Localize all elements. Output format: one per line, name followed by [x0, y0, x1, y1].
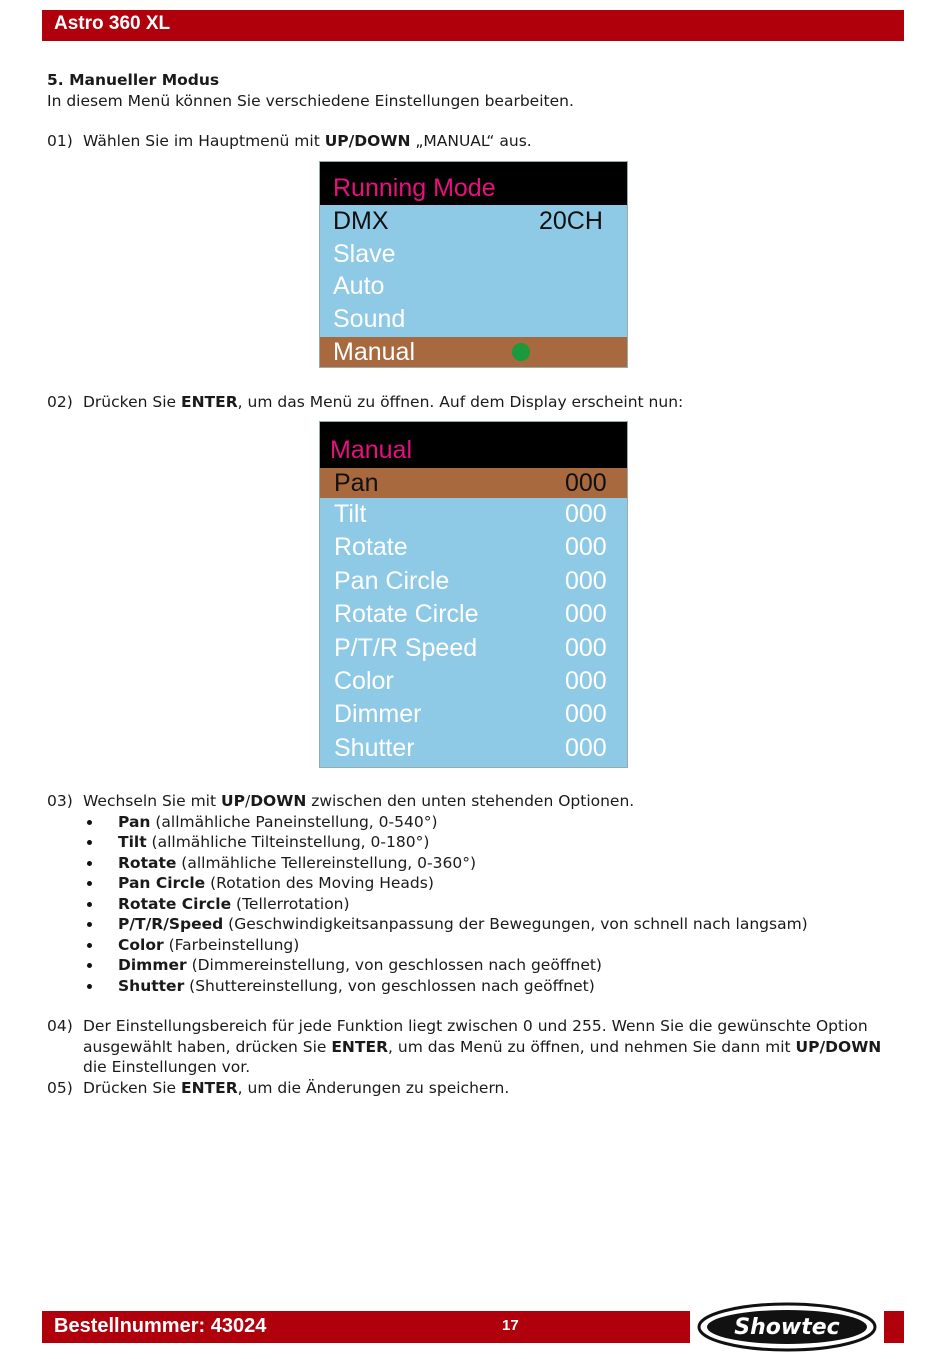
option-desc: (Geschwindigkeitsanpassung der Bewegungen, von schnell nach langsam)	[223, 915, 808, 933]
list-item	[47, 853, 907, 874]
showtec-logo-icon	[697, 1302, 877, 1352]
page-content	[47, 70, 907, 152]
display-row	[320, 270, 627, 303]
step-text: Der Einstellungsbereich für jede Funktion liegt zwischen 0 und 255. Wenn Sie die gewünschte Option ausgewählt haben, drücken Sie	[83, 1017, 868, 1056]
list-item	[47, 894, 907, 915]
row-value: 000	[565, 733, 607, 762]
option-name: Rotate	[118, 853, 177, 872]
list-item	[47, 914, 907, 935]
page-content-3	[47, 791, 907, 1098]
display-row	[320, 732, 627, 765]
option-name: P/T/R/Speed	[118, 915, 224, 933]
row-label: Shutter	[334, 733, 415, 762]
row-label: Sound	[333, 304, 406, 333]
row-value: 000	[565, 600, 607, 629]
step-number: 02)	[47, 393, 73, 411]
step-text: , um das Menü zu öffnen, und nehmen Sie dann mit	[388, 1037, 796, 1056]
row-label: Dimmer	[334, 700, 422, 729]
step-1	[47, 131, 907, 152]
option-name: Tilt	[118, 833, 147, 851]
row-label: Color	[334, 666, 394, 695]
display-row	[320, 698, 627, 731]
display-row	[320, 632, 627, 665]
option-list	[47, 812, 907, 997]
row-label: Auto	[333, 272, 385, 300]
list-item	[47, 812, 907, 833]
option-desc: (allmähliche Tellereinstellung, 0-360°)	[176, 853, 476, 872]
step-2	[47, 392, 907, 413]
step-text: „MANUAL“ aus.	[410, 132, 532, 150]
order-number: Bestellnummer: 43024	[54, 1315, 267, 1337]
display-title: Manual	[320, 422, 627, 468]
step-keyword: ENTER	[180, 393, 238, 411]
step-number: 04)	[47, 1017, 73, 1035]
step-keyword: DOWN	[250, 792, 307, 810]
step-text: , um das Menü zu öffnen. Auf dem Display erscheint nun:	[237, 393, 684, 411]
display-row	[320, 565, 627, 598]
option-desc: (Farbeinstellung)	[163, 935, 300, 954]
option-desc: (allmähliche Tilteinstellung, 0-180°)	[146, 833, 430, 851]
option-name: Pan	[118, 812, 151, 831]
step-keyword: UP	[221, 792, 245, 810]
row-label: Rotate	[334, 533, 408, 562]
option-desc: (Dimmereinstellung, von geschlossen nach geöffnet)	[186, 956, 602, 974]
option-name: Color	[118, 935, 164, 954]
display-running-mode	[319, 161, 628, 368]
document-title: Astro 360 XL	[54, 13, 171, 34]
row-value: 000	[565, 469, 607, 497]
list-item	[47, 935, 907, 956]
step-keyword: ENTER	[331, 1037, 389, 1056]
page-number: 17	[502, 1317, 519, 1334]
list-item	[47, 976, 907, 997]
page-content-2	[47, 392, 907, 413]
display-title: Running Mode	[320, 162, 627, 205]
option-name: Pan Circle	[118, 874, 206, 892]
step-text: Wählen Sie im Hauptmenü mit	[83, 132, 325, 150]
footer-accent	[884, 1311, 904, 1343]
section-title: 5. Manueller Modus	[47, 71, 220, 89]
display-manual	[319, 421, 628, 768]
step-number: 03)	[47, 792, 73, 810]
row-value: 20CH	[539, 207, 603, 235]
row-label: Manual	[333, 338, 415, 366]
step-text: Wechseln Sie mit	[83, 792, 221, 810]
step-text: , um die Änderungen zu speichern.	[237, 1078, 510, 1097]
option-name: Rotate Circle	[118, 894, 232, 913]
option-desc: (Tellerrotation)	[231, 894, 350, 913]
header-bar	[42, 10, 904, 41]
logo-text: Showtec	[734, 1315, 840, 1340]
row-label: P/T/R Speed	[334, 633, 478, 662]
step-number: 01)	[47, 132, 73, 150]
list-item	[47, 832, 907, 853]
display-row	[320, 205, 627, 238]
option-name: Dimmer	[118, 956, 187, 974]
row-label: Tilt	[334, 500, 367, 528]
list-item	[47, 873, 907, 894]
step-text: zwischen den unten stehenden Optionen.	[306, 792, 635, 810]
step-number: 05)	[47, 1078, 73, 1097]
display-row-selected	[320, 468, 627, 498]
row-value: 000	[565, 666, 607, 695]
row-label: Rotate Circle	[334, 600, 479, 629]
row-value: 000	[565, 500, 607, 528]
option-desc: (allmähliche Paneinstellung, 0-540°)	[150, 812, 438, 831]
display-row	[320, 238, 627, 271]
display-row	[320, 598, 627, 631]
display-row	[320, 531, 627, 564]
list-item	[47, 955, 907, 976]
step-text: Drücken Sie	[83, 1078, 181, 1097]
step-3	[47, 791, 907, 812]
row-label: Slave	[333, 239, 396, 268]
row-label: Pan	[334, 469, 379, 497]
display-row	[320, 498, 627, 531]
display-row	[320, 665, 627, 698]
row-value: 000	[565, 633, 607, 662]
step-5	[47, 1078, 907, 1099]
step-text: die Einstellungen vor.	[83, 1058, 251, 1076]
row-value: 000	[565, 566, 607, 595]
footer-bar	[42, 1311, 690, 1343]
step-text: /	[244, 792, 251, 810]
option-desc: (Shuttereinstellung, von geschlossen nach geöffnet)	[184, 976, 595, 995]
step-keyword: UP/DOWN	[324, 132, 411, 150]
row-value: 000	[565, 533, 607, 562]
step-4	[47, 1016, 907, 1078]
step-text: Drücken Sie	[83, 393, 181, 411]
row-value: 000	[565, 700, 607, 729]
display-row-selected	[320, 337, 627, 367]
display-row	[320, 303, 627, 336]
option-name: Shutter	[118, 976, 185, 995]
row-label: Pan Circle	[334, 566, 450, 595]
option-desc: (Rotation des Moving Heads)	[205, 874, 434, 892]
step-keyword: ENTER	[180, 1078, 238, 1097]
row-label: DMX	[333, 207, 389, 235]
status-led-icon	[512, 343, 530, 361]
step-keyword: UP/DOWN	[795, 1037, 882, 1056]
section-intro: In diesem Menü können Sie verschiedene Einstellungen bearbeiten.	[47, 91, 574, 110]
